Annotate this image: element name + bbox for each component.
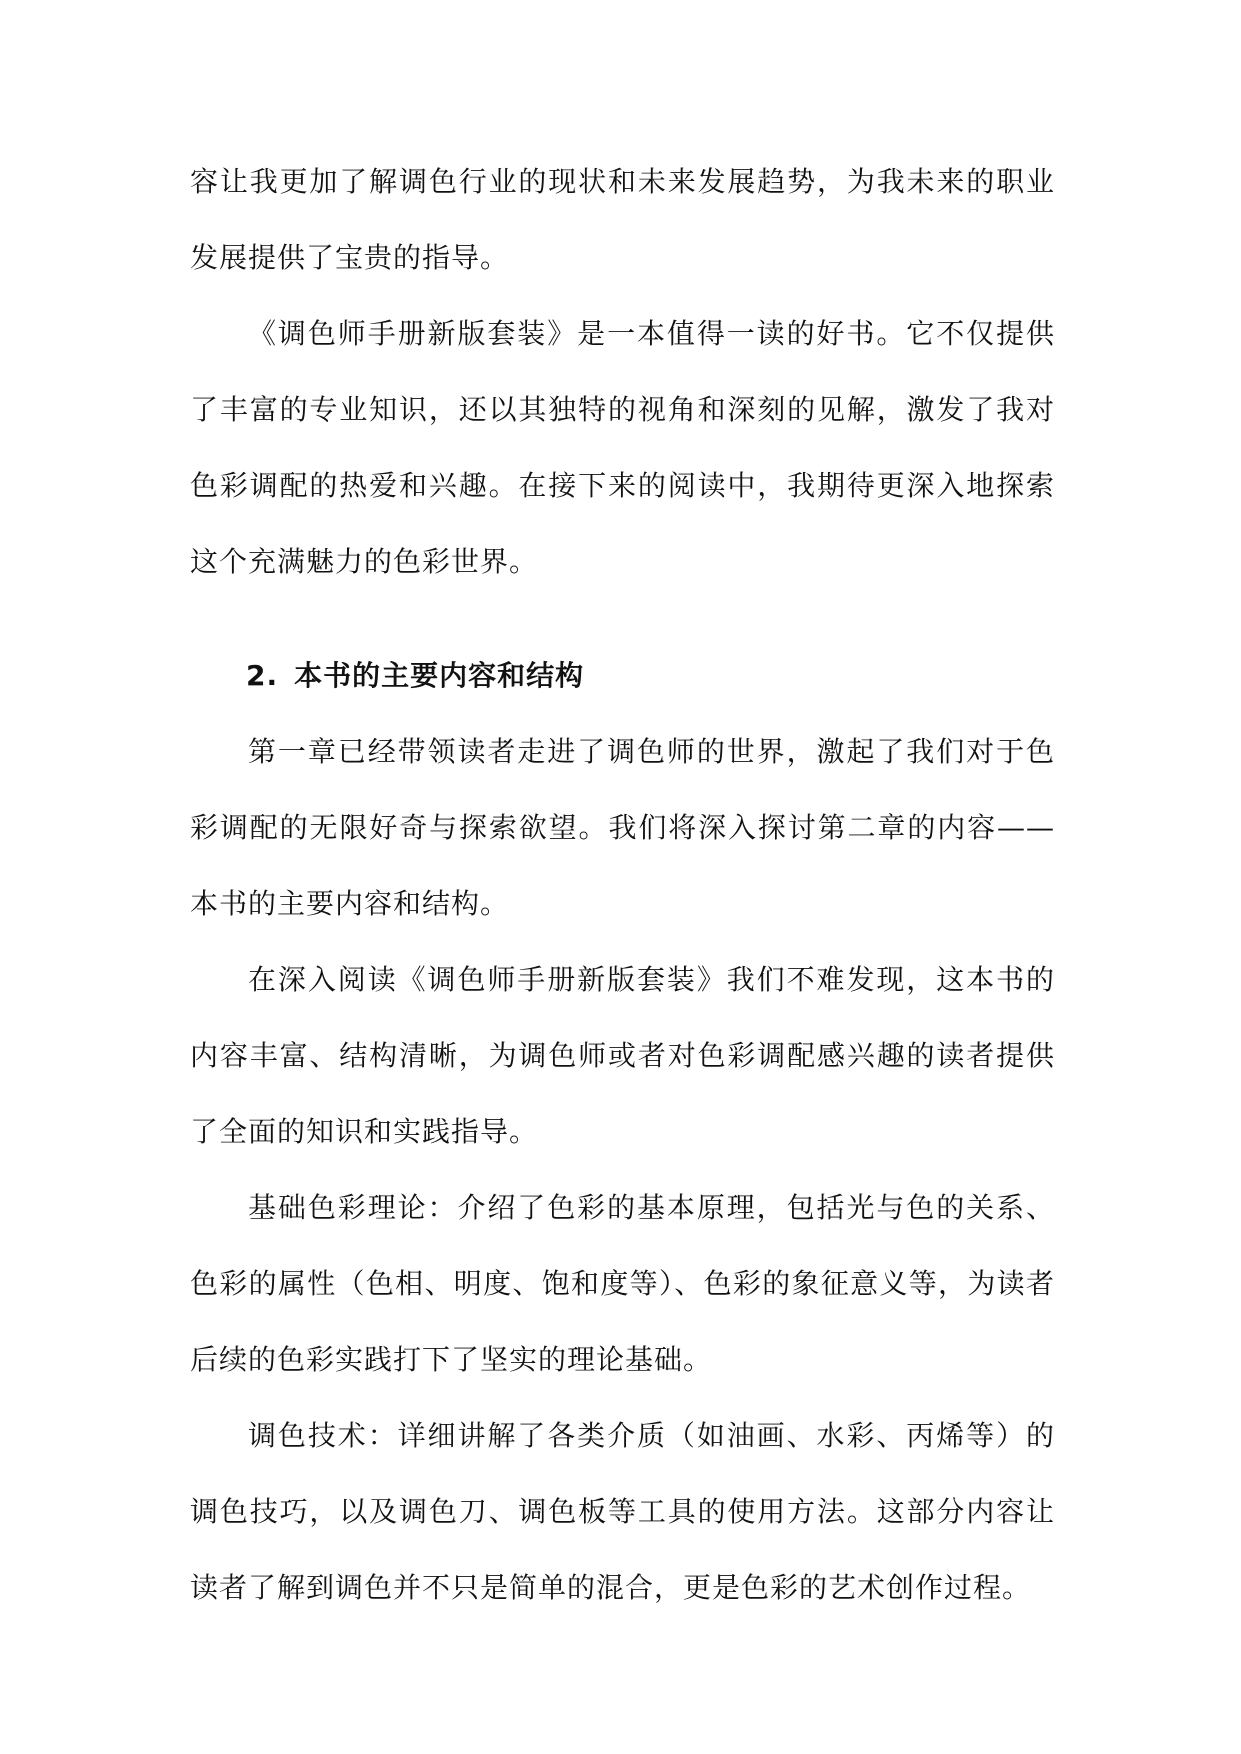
paragraph-mixing-technique: 调色技术：详细讲解了各类介质（如油画、水彩、丙烯等）的调色技巧，以及调色刀、调色板等工具的使用方法。这部分内容让读者了解到调色并不只是简单的混合，更是色彩的艺术创作过程。: [190, 1419, 1055, 1604]
section-title: 本书的主要内容和结构: [294, 659, 585, 692]
paragraph-continuation: 容让我更加了解调色行业的现状和未来发展趋势，为我未来的职业发展提供了宝贵的指导。: [190, 165, 1055, 274]
section-heading: [190, 600, 1055, 714]
document-body: [190, 144, 1055, 1626]
paragraph-overview: 在深入阅读《调色师手册新版套装》我们不难发现，这本书的内容丰富、结构清晰，为调色师或者对色彩调配感兴趣的读者提供了全面的知识和实践指导。: [190, 963, 1055, 1148]
paragraph-color-theory: 基础色彩理论：介绍了色彩的基本原理，包括光与色的关系、色彩的属性（色相、明度、饱和度等）、色彩的象征意义等，为读者后续的色彩实践打下了坚实的理论基础。: [190, 1191, 1055, 1376]
section-number: 2.: [246, 659, 279, 692]
paragraph-intro: 第一章已经带领读者走进了调色师的世界，激起了我们对于色彩调配的无限好奇与探索欲望。我们将深入探讨第二章的内容——本书的主要内容和结构。: [190, 735, 1055, 920]
paragraph-book-recommendation: 《调色师手册新版套装》是一本值得一读的好书。它不仅提供了丰富的专业知识，还以其独特的视角和深刻的见解，激发了我对色彩调配的热爱和兴趣。在接下来的阅读中，我期待更深入地探索这个充满魅力的色彩世界。: [190, 317, 1055, 578]
